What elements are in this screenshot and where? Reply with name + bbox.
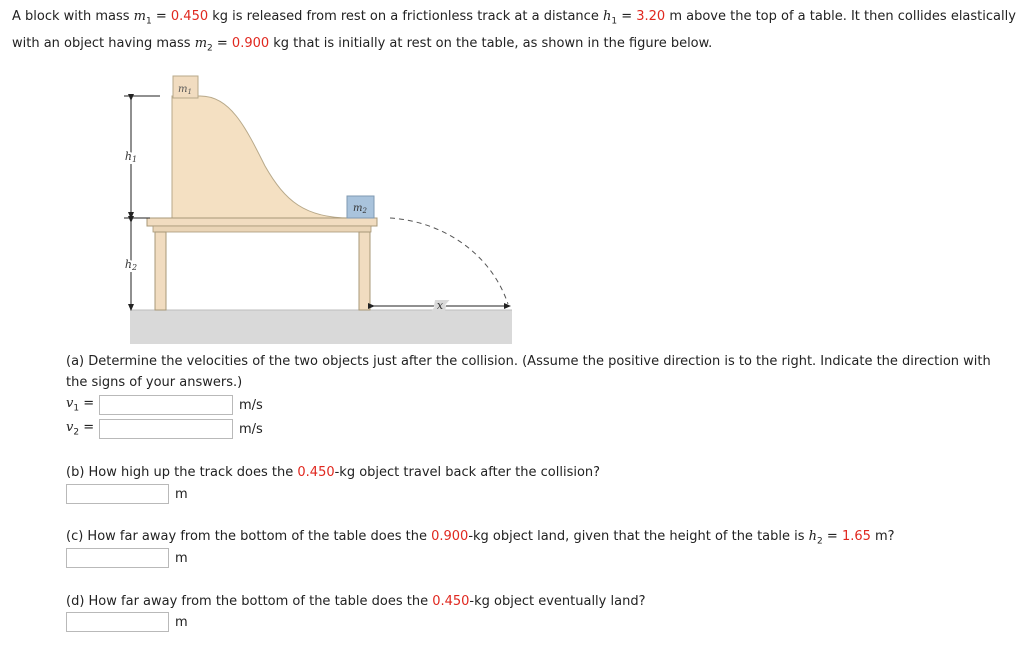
- v2-unit: m/s: [239, 421, 263, 437]
- question-d: (d) How far away from the bottom of the table does the 0.450-kg object eventually land?: [66, 594, 646, 609]
- track-table-figure: [100, 66, 540, 344]
- h1-symbol: $h_1$: [602, 9, 618, 27]
- v2-label: $v_2$ =: [66, 420, 95, 438]
- c-unit: m: [175, 550, 188, 566]
- v2-input[interactable]: [99, 419, 233, 439]
- m2-symbol: $m_2$: [194, 35, 213, 54]
- c-answer-row: [66, 547, 188, 569]
- question-b: (b) How high up the track does the 0.450-kg object travel back after the collision?: [66, 465, 601, 480]
- question-c: (c) How far away from the bottom of the table does the 0.900-kg object land, given that the height of the table is $h_2 = 1.65$ m?: [66, 529, 895, 547]
- c-input[interactable]: [66, 548, 169, 568]
- intro-text: A block with mass: [12, 9, 134, 24]
- h2-label: h: [124, 258, 132, 271]
- table-leg-right: [359, 232, 370, 310]
- question-a: (a) Determine the velocities of the two objects just after the collision. (Assume the positive direction is to the right. Indicate the direction with the signs of your answers.): [66, 354, 991, 390]
- v1-label: $v_1$ =: [66, 396, 95, 414]
- b-unit: m: [175, 486, 188, 502]
- m1-value: 0.450: [170, 9, 209, 24]
- m1-label: m: [178, 84, 188, 95]
- m1-symbol: $m_1$: [133, 9, 152, 27]
- curved-track: [172, 96, 350, 218]
- v1-answer-row: [66, 394, 263, 416]
- v1-unit: m/s: [239, 397, 263, 413]
- h1-value: 3.20: [636, 9, 666, 24]
- svg-text:m2: $m_2$: [353, 203, 367, 215]
- v2-answer-row: [66, 418, 263, 440]
- table-top: [147, 218, 377, 226]
- h1-label: h: [124, 150, 132, 163]
- v1-input[interactable]: [99, 395, 233, 415]
- problem-statement: A block with mass $m_1 = 0.450$ kg is released from rest on a frictionless track at a distance $h_1 = 3.20$ m above the top of a table. It then collides elastically with an object having mass $m_2 = 0.900$ kg that is initially at rest on the table, as shown in the figure below.: [12, 9, 1016, 54]
- trajectory-path: [390, 218, 508, 304]
- b-answer-row: [66, 483, 188, 505]
- d-input[interactable]: [66, 612, 169, 632]
- x-label: x: [436, 299, 444, 312]
- ground: [130, 310, 512, 344]
- svg-text:h1: h1: [124, 150, 138, 164]
- d-answer-row: [66, 611, 188, 633]
- svg-text:m1: $m_1$: [178, 84, 192, 96]
- b-input[interactable]: [66, 484, 169, 504]
- d-unit: m: [175, 614, 188, 630]
- m2-label: m: [353, 203, 363, 214]
- svg-text:h2: h2: [124, 258, 138, 272]
- m2-value: 0.900: [231, 35, 270, 51]
- table-leg-left: [155, 232, 166, 310]
